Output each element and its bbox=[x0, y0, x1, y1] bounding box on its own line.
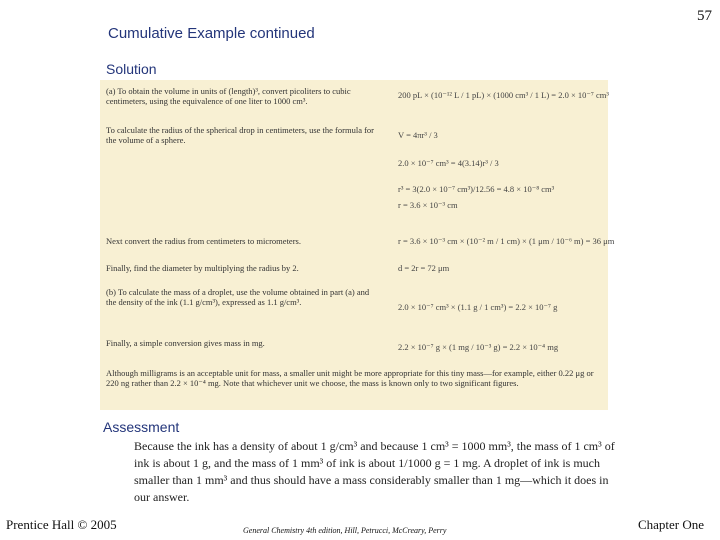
equation: V = 4πr³ / 3 bbox=[398, 130, 438, 140]
solution-step: (b) To calculate the mass of a droplet, use the volume obtained in part (a) and the density of the ink (1.1 g/cm³), expressed as 1.1 g/cm³. bbox=[106, 287, 370, 307]
solution-step: Next convert the radius from centimeters to micrometers. bbox=[106, 236, 301, 246]
equation: 2.0 × 10⁻⁷ cm³ = 4(3.14)r³ / 3 bbox=[398, 158, 499, 168]
solution-step: To calculate the radius of the spherical drop in centimeters, use the formula for the volume of a sphere. bbox=[106, 125, 374, 145]
solution-panel bbox=[100, 80, 615, 410]
page-number: 57 bbox=[697, 8, 712, 24]
footer-chapter: Chapter One bbox=[637, 517, 704, 532]
equation: 200 pL × (10⁻¹² L / 1 pL) × (1000 cm³ / 1 L) = 2.0 × 10⁻⁷ cm³ bbox=[398, 90, 609, 100]
equation: r = 3.6 × 10⁻³ cm bbox=[398, 200, 458, 210]
solution-step: (a) To obtain the volume in units of (length)³, convert picoliters to cubic centimeters, using the equivalence of one liter to 1000 cm³. bbox=[106, 86, 351, 106]
assessment-text: Because the ink has a density of about 1 g/cm³ and because 1 cm³ = 1000 mm³, the mass of 1 cm³ of ink is about 1 g, and the mass of 1 mm³ of ink is about 1/1000 g = 1 mg. A droplet of ink is much smaller than 1 mm³ and thus should have a mass considerably smaller than 1 mg—which it does in our answer. bbox=[134, 439, 615, 504]
equation: 2.2 × 10⁻⁷ g × (1 mg / 10⁻³ g) = 2.2 × 10⁻⁴ mg bbox=[398, 342, 559, 352]
assessment-heading: Assessment bbox=[103, 419, 180, 435]
equation: 2.0 × 10⁻⁷ cm³ × (1.1 g / 1 cm³) = 2.2 × 10⁻⁷ g bbox=[398, 302, 558, 312]
equation: r³ = 3(2.0 × 10⁻⁷ cm³)/12.56 = 4.8 × 10⁻⁸ cm³ bbox=[398, 184, 555, 194]
slide-title: Cumulative Example continued bbox=[108, 25, 315, 42]
equation: d = 2r = 72 μm bbox=[398, 263, 450, 273]
solution-step: Finally, find the diameter by multiplying the radius by 2. bbox=[106, 263, 299, 273]
solution-heading: Solution bbox=[106, 61, 157, 77]
footer-copyright: Prentice Hall © 2005 bbox=[6, 517, 117, 532]
footer-source: General Chemistry 4th edition, Hill, Petrucci, McCreary, Perry bbox=[243, 526, 447, 535]
equation: r = 3.6 × 10⁻³ cm × (10⁻² m / 1 cm) × (1 μm / 10⁻⁶ m) = 36 μm bbox=[398, 236, 615, 246]
solution-note: Although milligrams is an acceptable unit for mass, a smaller unit might be more appropriate for this tiny mass—for example, either 0.22 μg or 220 ng rather than 2.2 × 10⁻⁴ mg. Note that whichever unit we choose, the mass is known only to two significant figures. bbox=[106, 368, 594, 388]
solution-step: Finally, a simple conversion gives mass in mg. bbox=[106, 338, 265, 348]
